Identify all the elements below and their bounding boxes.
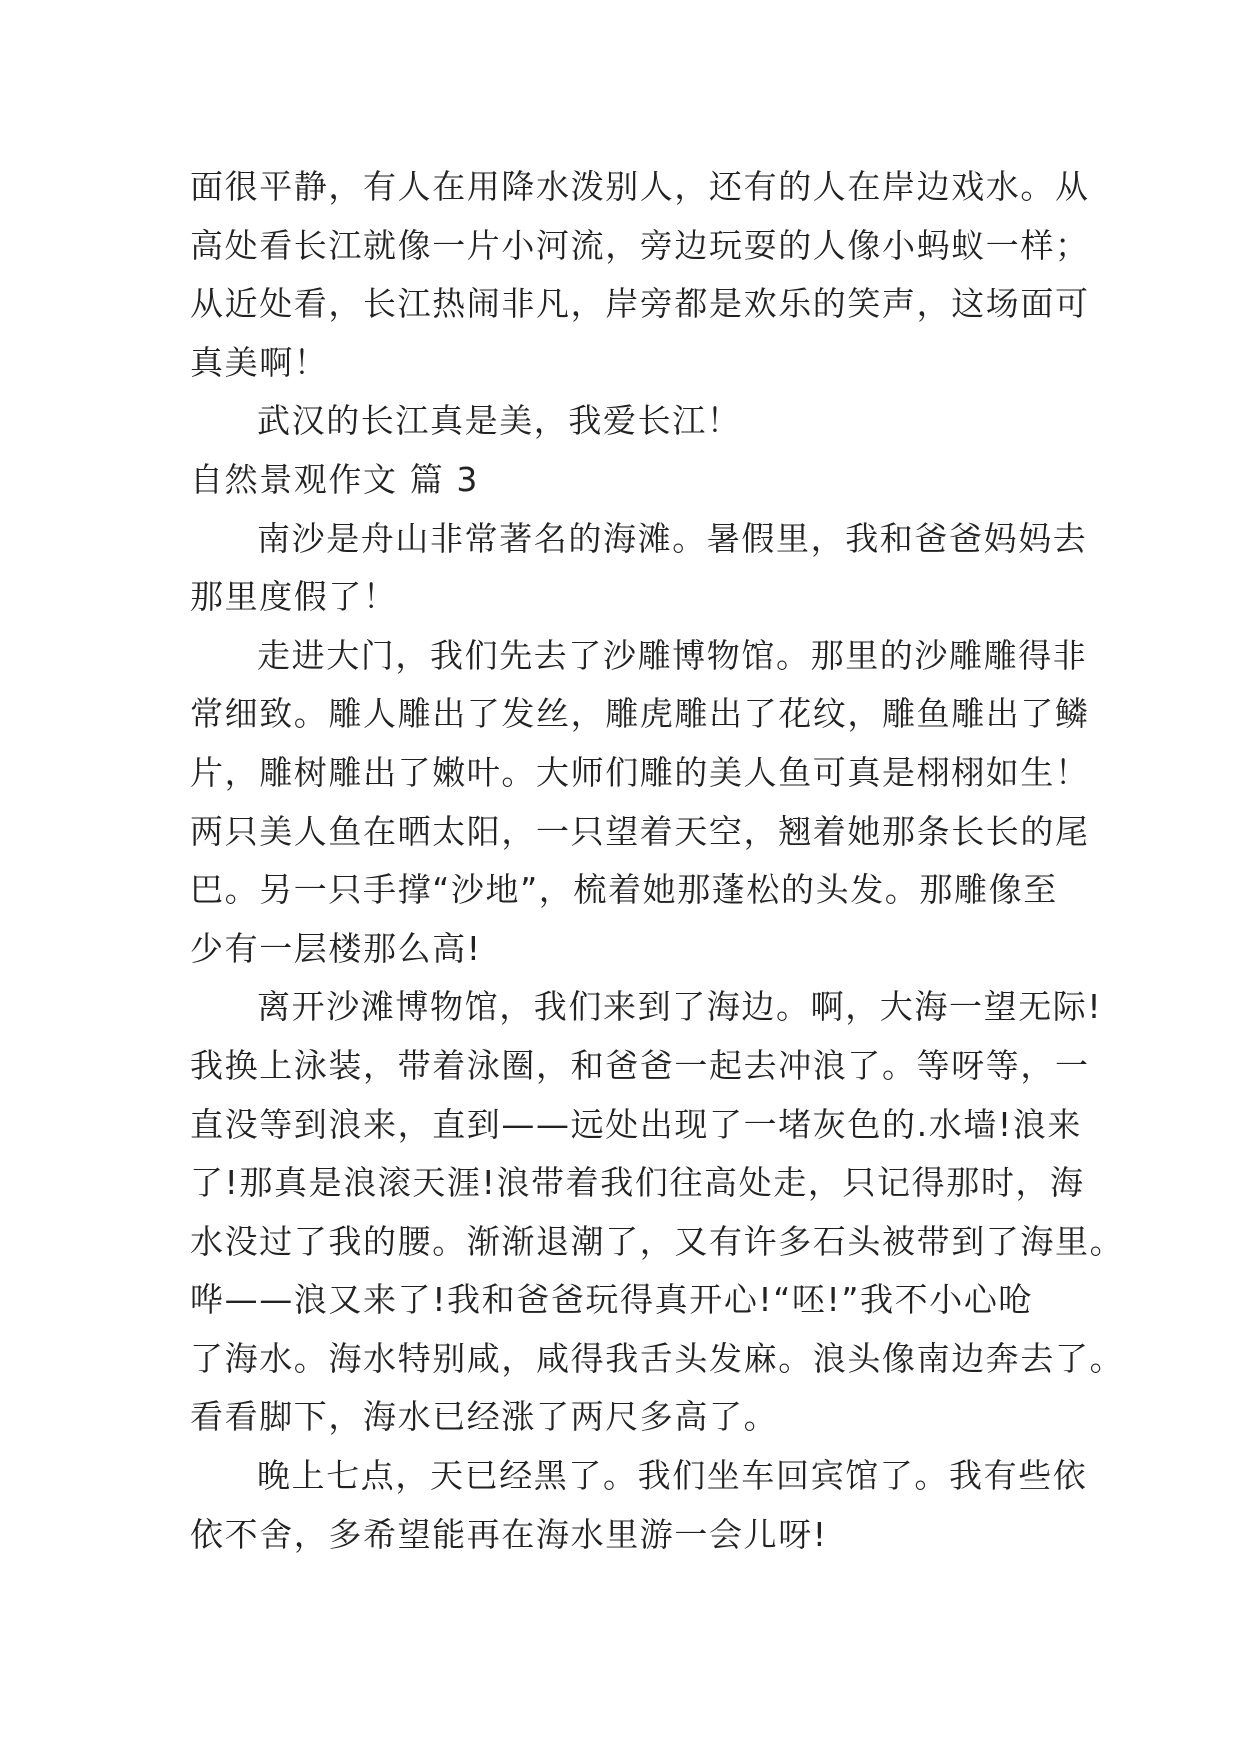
paragraph-first-line: 晚上七点，天已经黑了。我们坐车回宾馆了。我有些依 <box>257 1456 1088 1496</box>
text-line: 常细致。雕人雕出了发丝，雕虎雕出了花纹，雕鱼雕出了鳞 <box>190 694 1090 734</box>
text-line: 真美啊！ <box>190 342 329 382</box>
document-body <box>190 158 1125 1564</box>
text-line: 那里度假了！ <box>190 577 398 617</box>
text-line: 少有一层楼那么高! <box>190 928 482 968</box>
paragraph-first-line: 武汉的长江真是美，我爱长江！ <box>257 401 742 441</box>
paragraph-first-line: 走进大门，我们先去了沙雕博物馆。那里的沙雕雕得非 <box>257 635 1088 675</box>
text-line: 我换上泳装，带着泳圈，和爸爸一起去冲浪了。等呀等，一 <box>190 1045 1090 1085</box>
text-line: 了海水。海水特别咸，咸得我舌头发麻。浪头像南边奔去了。 <box>190 1338 1125 1378</box>
text-line: 看看脚下，海水已经涨了两尺多高了。 <box>190 1397 779 1437</box>
text-line: 从近处看，长江热闹非凡，岸旁都是欢乐的笑声，这场面可 <box>190 284 1090 324</box>
paragraph-first-line: 南沙是舟山非常著名的海滩。暑假里，我和爸爸妈妈去 <box>257 518 1088 558</box>
text-line: 水没过了我的腰。渐渐退潮了，又有许多石头被带到了海里。 <box>190 1221 1125 1261</box>
text-line: 片，雕树雕出了嫩叶。大师们雕的美人鱼可真是栩栩如生！ <box>190 752 1090 792</box>
paragraph-first-line: 离开沙滩博物馆，我们来到了海边。啊，大海一望无际! <box>257 987 1103 1027</box>
text-line: 依不舍，多希望能再在海水里游一会儿呀! <box>190 1514 828 1554</box>
text-line: 哗——浪又来了!我和爸爸玩得真开心!“呸!”我不小心呛 <box>190 1280 1034 1320</box>
text-line: 自然景观作文 篇 3 <box>190 459 479 499</box>
text-line: 高处看长江就像一片小河流，旁边玩耍的人像小蚂蚁一样； <box>190 225 1090 265</box>
text-line: 了!那真是浪滚天涯!浪带着我们往高处走，只记得那时，海 <box>190 1163 1085 1203</box>
text-line: 直没等到浪来，直到——远处出现了一堵灰色的.水墙!浪来 <box>190 1104 1082 1144</box>
text-line: 面很平静，有人在用降水泼别人，还有的人在岸边戏水。从 <box>190 167 1090 206</box>
text-line: 巴。另一只手撑“沙地”，梳着她那蓬松的头发。那雕像至 <box>190 870 1058 910</box>
text-line: 两只美人鱼在晒太阳，一只望着天空，翘着她那条长长的尾 <box>190 811 1090 851</box>
